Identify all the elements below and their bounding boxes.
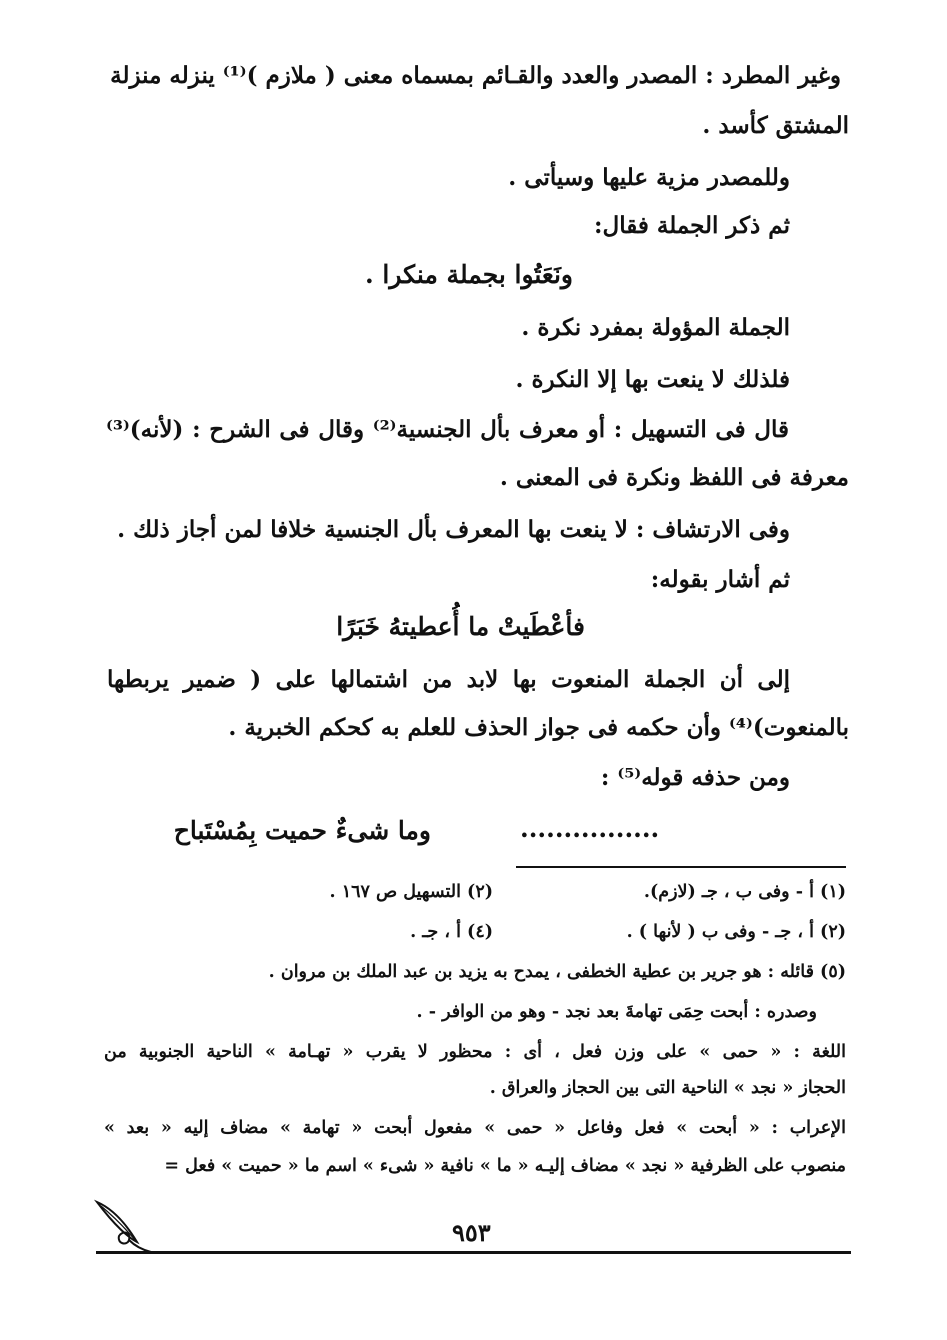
page-number: ٩٥٣	[452, 1218, 491, 1247]
paragraph-line: قال فى التسهيل : أو معرف بأل الجنسية⁽²⁾ وقال فى الشرح : (لأنه)⁽³⁾	[106, 416, 789, 443]
footnote-line: اللغة : « حمى » على وزن فعل ، أى : محظور لا يقرب « تهـامة » الناحية الجنوبية من	[104, 1042, 846, 1062]
paragraph-line: وغير المطرد : المصدر والعدد والقـائم بمسماه معنى ( ملازم )⁽¹⁾ ينزله منزلة	[110, 62, 841, 89]
paragraph-line: إلى أن الجملة المنعوت بها لابد من اشتمالها على ( ضمير يربطها	[107, 666, 790, 693]
paragraph-line: ثم أشار بقوله:	[650, 566, 790, 593]
paragraph-line: ومن حذفه قوله⁽⁵⁾ :	[600, 764, 790, 791]
paragraph-line: الجملة المؤولة بمفرد نكرة .	[521, 314, 790, 341]
paragraph-line: المشتق كأسد .	[702, 112, 849, 139]
poem-ellipsis: ................	[520, 814, 660, 843]
footnote: (٢) التسهيل ص ١٦٧ .	[329, 882, 493, 902]
footnote-line: منصوب على الظرفية « نجد » مضاف إليـه « ما » نافية « شىء » اسم ما « حميت » فعل =	[164, 1156, 846, 1176]
footnote-line: الإعراب : « أبحت » فعل وفاعل « حمى » مفعول أبحت « تهامة » مضاف إليه « بعد »	[104, 1118, 846, 1138]
verse-line: فأعْطَيتْ ما أُعطيتهُ خَبَرًا	[336, 612, 585, 641]
paragraph-line: معرفة فى اللفظ ونكرة فى المعنى .	[499, 464, 849, 491]
paragraph-line: بالمنعوت)⁽⁴⁾ وأن حكمه فى جواز الحذف للعلم به كحكم الخبرية .	[228, 714, 849, 741]
footnote: (١) أ - وفى ب ، جـ (لازم).	[643, 882, 846, 902]
footnote: (٢) أ ، جـ - وفى ب ( لأنها ) .	[626, 922, 846, 942]
footnote-line: وصدره : أبحت حِمَى تهامةَ بعد نجد - وهو من الوافر - .	[416, 1002, 817, 1022]
paragraph-line: فلذلك لا ينعت بها إلا النكرة .	[515, 366, 790, 393]
paragraph-line: وللمصدر مزية عليها وسيأتى .	[508, 164, 790, 191]
bottom-rule	[96, 1251, 851, 1254]
footnote: (٤) أ ، جـ .	[410, 922, 493, 942]
poem-hemistich: وما شىءٌ حميت بِمُسْتَباح	[173, 816, 431, 845]
footnote: (٥) قائله : هو جرير بن عطية الخطفى ، يمدح به يزيد بن عبد الملك بن مروان .	[268, 962, 846, 982]
footnote-line: الحجاز « نجد » الناحية التى بين الحجاز والعراق .	[489, 1078, 846, 1098]
verse-line: ونَعَتُوا بجملة منكرا .	[364, 260, 573, 289]
paragraph-line: ثم ذكر الجملة فقال:	[594, 212, 790, 239]
quill-icon	[93, 1196, 153, 1256]
paragraph-line: وفى الارتشاف : لا ينعت بها المعرف بأل الجنسية خلافا لمن أجاز ذلك .	[117, 516, 790, 543]
footnote-separator	[516, 866, 846, 868]
